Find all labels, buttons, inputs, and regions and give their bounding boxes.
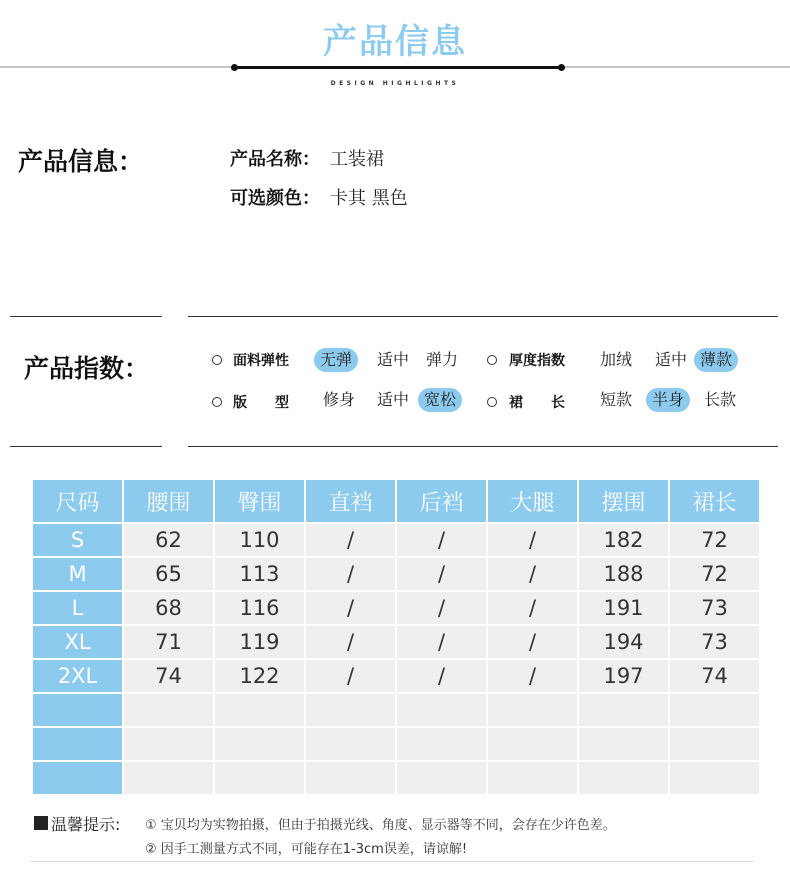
measurement-cell: 110 <box>215 524 304 556</box>
measurement-cell <box>670 728 759 760</box>
table-header: 后裆 <box>397 480 486 522</box>
measurement-cell: 197 <box>579 660 668 692</box>
measurement-cell: 72 <box>670 524 759 556</box>
measurement-cell <box>579 694 668 726</box>
index-divider-top-left <box>10 316 162 317</box>
measurement-cell: 122 <box>215 660 304 692</box>
index-option: 修身 <box>323 390 356 409</box>
measurement-cell <box>215 728 304 760</box>
size-cell: S <box>33 524 122 556</box>
header-dot-right <box>558 64 565 71</box>
size-cell <box>33 762 122 794</box>
table-header: 摆围 <box>579 480 668 522</box>
measurement-cell <box>579 762 668 794</box>
index-option: 弹力 <box>426 350 459 369</box>
measurement-cell: / <box>306 626 395 658</box>
measurement-cell: 65 <box>124 558 213 590</box>
index-option-selected: 无弹 <box>314 348 358 372</box>
size-cell: XL <box>33 626 122 658</box>
index-option-selected: 宽松 <box>418 388 462 412</box>
tips-label: 温馨提示: <box>51 815 121 834</box>
info-value: 工装裙 <box>330 149 384 170</box>
measurement-cell <box>124 728 213 760</box>
index-option: 适中 <box>377 350 410 369</box>
index-key-length: 裙 长 <box>509 395 565 411</box>
header-title: 产品信息 <box>323 22 467 62</box>
measurement-cell: 71 <box>124 626 213 658</box>
product-index-title: 产品指数： <box>24 354 150 383</box>
measurement-cell <box>397 694 486 726</box>
bottom-divider <box>30 861 754 862</box>
info-key: 产品名称： <box>230 149 320 170</box>
size-cell <box>33 694 122 726</box>
table-row <box>33 592 759 624</box>
measurement-cell <box>488 694 577 726</box>
measurement-cell <box>124 762 213 794</box>
measurement-cell <box>670 762 759 794</box>
index-divider-bottom-left <box>10 446 162 447</box>
square-bullet-icon <box>34 816 48 830</box>
measurement-cell: / <box>306 524 395 556</box>
header-subtitle: DESIGN HIGHLIGHTS <box>330 80 460 87</box>
table-header: 大腿 <box>488 480 577 522</box>
tip-line: ① 宝贝均为实物拍摄，但由于拍摄光线、角度、显示器等不同，会存在少许色差。 <box>145 818 616 833</box>
measurement-cell: 68 <box>124 592 213 624</box>
index-option: 加绒 <box>600 350 633 369</box>
table-row <box>33 728 759 760</box>
measurement-cell: / <box>488 660 577 692</box>
bullet-icon <box>212 397 222 407</box>
measurement-cell: 73 <box>670 592 759 624</box>
index-option-selected: 薄款 <box>694 348 738 372</box>
measurement-cell: 182 <box>579 524 668 556</box>
info-key: 可选颜色： <box>230 188 320 209</box>
measurement-cell: / <box>488 524 577 556</box>
table-header: 尺码 <box>33 480 122 522</box>
measurement-cell <box>124 694 213 726</box>
measurement-cell: / <box>488 558 577 590</box>
index-divider-bottom-right <box>188 446 778 447</box>
measurement-cell <box>670 694 759 726</box>
measurement-cell: 191 <box>579 592 668 624</box>
measurement-cell: / <box>488 626 577 658</box>
header-accent-bar <box>234 66 562 69</box>
measurement-cell <box>488 728 577 760</box>
measurement-cell: / <box>306 660 395 692</box>
table-row <box>33 558 759 590</box>
size-table <box>31 478 761 796</box>
index-key-thickness: 厚度指数 <box>509 353 565 369</box>
measurement-cell: 188 <box>579 558 668 590</box>
index-option: 短款 <box>600 390 633 409</box>
table-row <box>33 762 759 794</box>
index-option: 适中 <box>655 350 688 369</box>
measurement-cell <box>488 762 577 794</box>
table-header-row <box>33 480 759 522</box>
bullet-icon <box>212 355 222 365</box>
table-row <box>33 626 759 658</box>
measurement-cell: / <box>306 558 395 590</box>
measurement-cell: 119 <box>215 626 304 658</box>
bullet-icon <box>487 355 497 365</box>
measurement-cell: / <box>397 558 486 590</box>
measurement-cell <box>306 694 395 726</box>
table-row <box>33 524 759 556</box>
measurement-cell: / <box>397 524 486 556</box>
measurement-cell <box>306 762 395 794</box>
measurement-cell: / <box>306 592 395 624</box>
measurement-cell: 73 <box>670 626 759 658</box>
index-key-fit: 版 型 <box>233 395 289 411</box>
header-dot-left <box>231 64 238 71</box>
measurement-cell: 116 <box>215 592 304 624</box>
table-header: 直裆 <box>306 480 395 522</box>
measurement-cell <box>397 728 486 760</box>
size-cell: L <box>33 592 122 624</box>
index-option: 适中 <box>377 390 410 409</box>
index-option-selected: 半身 <box>646 388 690 412</box>
size-cell: M <box>33 558 122 590</box>
index-key-elasticity: 面料弹性 <box>233 353 289 369</box>
tip-line: ② 因手工测量方式不同，可能存在1-3cm误差，请谅解! <box>145 842 468 857</box>
measurement-cell: 113 <box>215 558 304 590</box>
table-header: 裙长 <box>670 480 759 522</box>
measurement-cell: 72 <box>670 558 759 590</box>
product-info-title: 产品信息： <box>18 147 144 176</box>
measurement-cell: / <box>397 592 486 624</box>
measurement-cell <box>397 762 486 794</box>
index-divider-top-right <box>188 316 778 317</box>
table-body <box>33 524 759 794</box>
index-option: 长款 <box>704 390 737 409</box>
info-row-color <box>230 184 408 210</box>
table-row <box>33 694 759 726</box>
info-row-name <box>230 145 384 171</box>
measurement-cell <box>215 762 304 794</box>
size-cell: 2XL <box>33 660 122 692</box>
table-header: 臀围 <box>215 480 304 522</box>
measurement-cell: 74 <box>670 660 759 692</box>
table-row <box>33 660 759 692</box>
measurement-cell <box>306 728 395 760</box>
measurement-cell <box>579 728 668 760</box>
table-header: 腰围 <box>124 480 213 522</box>
size-cell <box>33 728 122 760</box>
info-value: 卡其 黑色 <box>330 188 408 209</box>
bullet-icon <box>487 397 497 407</box>
measurement-cell <box>215 694 304 726</box>
measurement-cell: 74 <box>124 660 213 692</box>
measurement-cell: 194 <box>579 626 668 658</box>
measurement-cell: / <box>397 660 486 692</box>
measurement-cell: 62 <box>124 524 213 556</box>
measurement-cell: / <box>488 592 577 624</box>
measurement-cell: / <box>397 626 486 658</box>
